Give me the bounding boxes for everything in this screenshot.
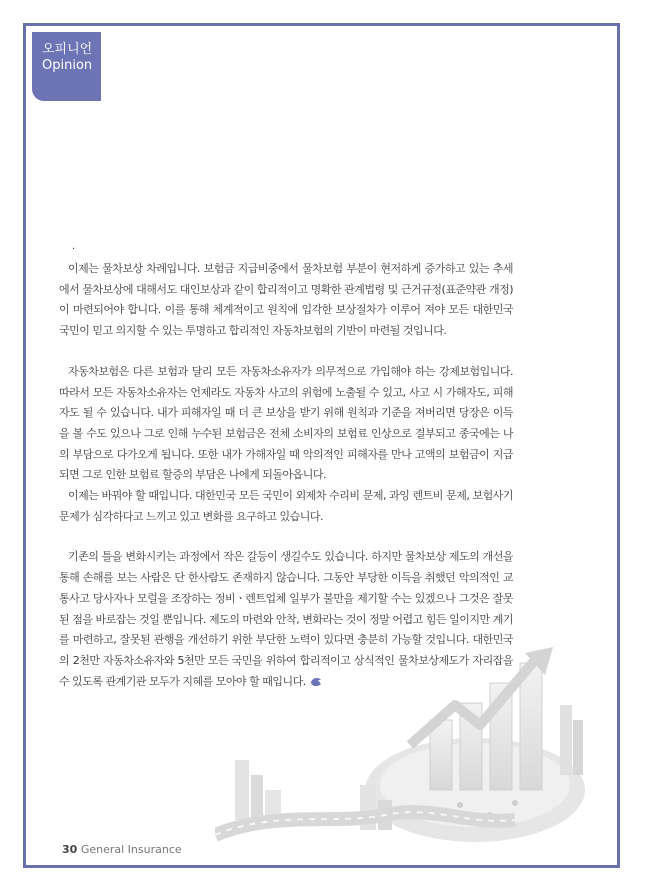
section-tag-english: Opinion [42, 58, 93, 73]
paragraph-4-text: 기존의 틀을 변화시키는 과정에서 작은 갈등이 생길수도 있습니다. 하지만 물차보상 제도의 개선을 통해 손해를 보는 사람은 단 한사람도 존재하지 않습니다. 그동안 부당한 이득을 취했던 악의적인 교통사고 당사자나 모럴을 조장하는 정비ㆍ렌트업체 일부가 불만을 제기할 수는 있겠으나 그것은 잘못된 점을 바로잡는 것일 뿐입니다. 제도의 마련와 안착, 변화라는 것이 정말 어렵고 힘든 일이지만 계기를 마련하고, 잘못된 관행을 개선하기 위한 부단한 노력이 있다면 충분히 가능할 것입니다. 대한민국의 2천만 자동차소유자와 5천만 모든 국민을 위하여 합리적이고 상식적인 물차보상제도가 자리잡을 수 있도록 관계기관 모두가 지혜를 모아야 할 때입니다. [59, 550, 513, 688]
publication-title: General Insurance [80, 843, 182, 856]
paragraph-2: 자동차보험은 다른 보험과 달리 모든 자동차소유자가 의무적으로 가입해야 하는 강제보험입니다. 따라서 모든 자동차소유자는 언제라도 자동차 사고의 위험에 노출될 수 있고, 사고 시 가해자도, 피해자도 될 수 있습니다. 내가 피해자일 때 더 큰 보상을 받기 위해 원칙과 기준을 져버리면 당장은 이득을 볼 수도 있으나 그로 인해 누수된 보험금은 전체 소비자의 보험료 인상으로 결부되고 종국에는 나의 부담으로 다가오게 됩니다. 또한 내가 가해자일 때 악의적인 피해자를 만나 고액의 보험금이 지급되면 그로 인한 보험료 할증의 부담은 나에게 되돌아옵니다. [59, 364, 513, 482]
paragraph-3: 이제는 바꿔야 할 때입니다. 대한민국 모든 국민이 외제차 수리비 문제, 과잉 렌트비 문제, 보험사기 문제가 심각하다고 느끼고 있고 변화를 요구하고 있습니다. [59, 489, 513, 523]
section-tag-korean: 오피니언 [42, 42, 93, 57]
paragraph-1: 이제는 물차보상 차례입니다. 보험금 지급비중에서 물차보험 부분이 현저하게 증가하고 있는 추세에서 물차보상에 대해서도 대인보상과 같이 합리적이고 명확한 관계법령 및 근거규정(표준약관 개정)이 마련되어야 합니다. 이를 통해 체계적이고 원칙에 입각한 보상절차가 이루어 져야 모든 대한민국 국민이 믿고 의지할 수 있는 투명하고 합리적인 자동차보험의 기반이 마련될 것입니다. [59, 262, 513, 338]
page-footer [62, 843, 182, 856]
city-growth-illustration [215, 625, 600, 861]
bullet-dot: . [72, 241, 76, 252]
page-number: 30 [62, 843, 78, 856]
section-tag [32, 32, 101, 101]
